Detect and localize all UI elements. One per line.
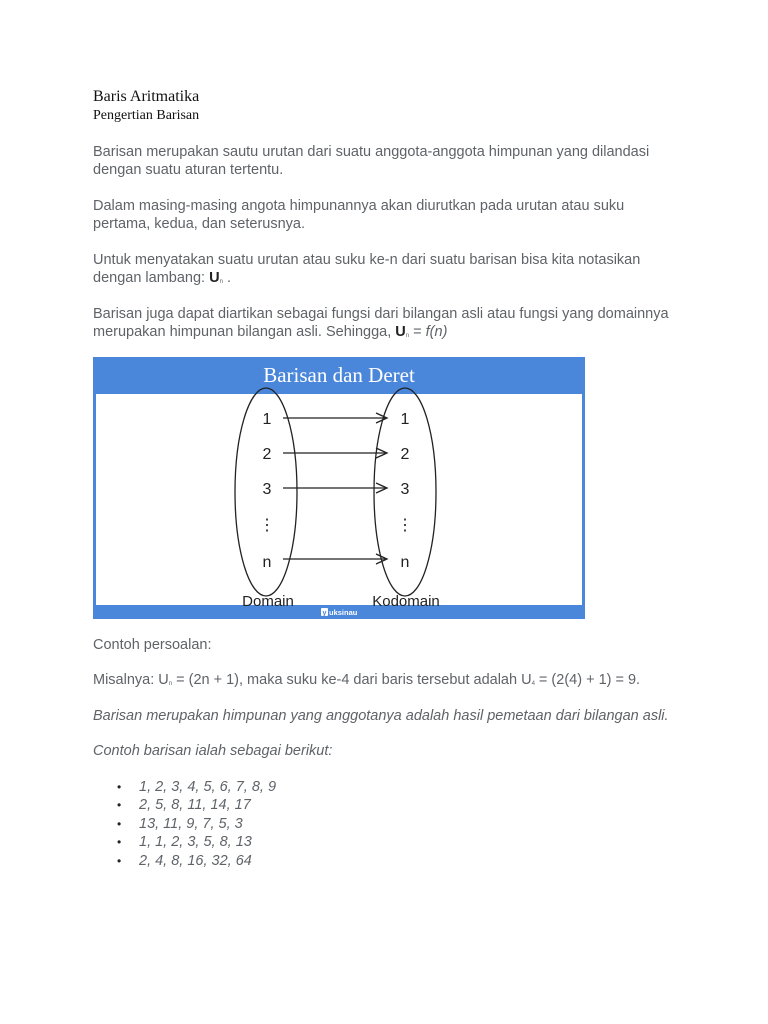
function-symbol: U <box>395 324 406 340</box>
document-subtitle: Pengertian Barisan <box>93 108 200 123</box>
paragraph-list-intro: Contoh barisan ialah sebagai berikut: <box>93 743 333 759</box>
domain-label: Domain <box>242 593 294 610</box>
mapping-diagram <box>93 357 585 619</box>
watermark-logo-letter: y <box>322 610 327 617</box>
domain-item: 3 <box>262 481 272 498</box>
paragraph-contoh-label: Contoh persoalan: <box>93 637 212 653</box>
codomain-item: n <box>400 554 410 571</box>
bullet: • <box>117 853 122 868</box>
codomain-item: 3 <box>400 481 410 498</box>
function-fn: f(n) <box>425 324 448 340</box>
bullet: • <box>117 798 122 813</box>
figure-canvas <box>96 394 582 605</box>
example-pre: Misalnya: U <box>93 672 169 688</box>
domain-item: ⋮ <box>259 517 275 534</box>
function-equals: = <box>409 324 426 340</box>
list-item-text: 2, 4, 8, 16, 32, 64 <box>139 852 252 869</box>
codomain-item: 1 <box>400 411 410 428</box>
paragraph-example <box>93 671 683 692</box>
paragraph-definition: Barisan merupakan sautu urutan dari suatu anggota-anggota himpunan yang dilandasi dengan suatu aturan tertentu. <box>93 144 650 178</box>
figure-title: Barisan dan Deret <box>263 363 415 387</box>
codomain-item: ⋮ <box>397 517 413 534</box>
paragraph-notation <box>93 251 683 290</box>
domain-item: n <box>262 554 272 571</box>
paragraph-order: Dalam masing-masing angota himpunannya akan diurutkan pada urutan atau suku pertama, kedua, dan seterusnya. <box>93 198 625 232</box>
watermark-text: uksinau <box>329 608 358 617</box>
domain-item: 1 <box>262 411 272 428</box>
document-title: Baris Aritmatika <box>93 88 200 105</box>
function-subscript: n <box>405 333 410 339</box>
example-sub-n: n <box>168 681 173 687</box>
paragraph-function <box>93 305 683 344</box>
function-text: Barisan juga dapat diartikan sebagai fungsi dari bilangan asli atau fungsi yang domainnya merupakan himpunan bilangan asli. Sehingga, <box>93 306 669 340</box>
example-mid: = (2n + 1), maka suku ke-4 dari baris tersebut adalah U <box>172 672 532 688</box>
codomain-label: Kodomain <box>372 593 440 610</box>
list-item <box>93 796 276 814</box>
bullet: • <box>117 835 122 850</box>
notation-end: . <box>222 270 231 286</box>
notation-text: Untuk menyatakan suatu urutan atau suku ke-n dari suatu barisan bisa kita notasikan dengan lambang: <box>93 252 641 286</box>
list-item <box>93 778 276 796</box>
notation-subscript: n <box>219 279 223 285</box>
notation-symbol: U <box>209 270 220 286</box>
example-sub-4: 4 <box>531 681 535 687</box>
list-item-text: 13, 11, 9, 7, 5, 3 <box>139 815 243 832</box>
list-item <box>93 815 276 833</box>
list-item-text: 2, 5, 8, 11, 14, 17 <box>139 797 251 814</box>
example-post: = (2(4) + 1) = 9. <box>534 672 641 688</box>
bullet: • <box>117 780 122 794</box>
domain-item: 2 <box>262 446 272 463</box>
bullet: • <box>117 816 122 831</box>
codomain-item: 2 <box>400 446 410 463</box>
example-sequence-list <box>93 778 276 870</box>
list-item-text: 1, 2, 3, 4, 5, 6, 7, 8, 9 <box>139 779 277 795</box>
paragraph-mapping-definition: Barisan merupakan himpunan yang anggotanya adalah hasil pemetaan dari bilangan asli. <box>93 708 669 724</box>
list-item-text: 1, 1, 2, 3, 5, 8, 13 <box>139 834 252 851</box>
list-item <box>93 852 276 870</box>
list-item <box>93 833 276 851</box>
mapping-figure <box>93 357 585 619</box>
